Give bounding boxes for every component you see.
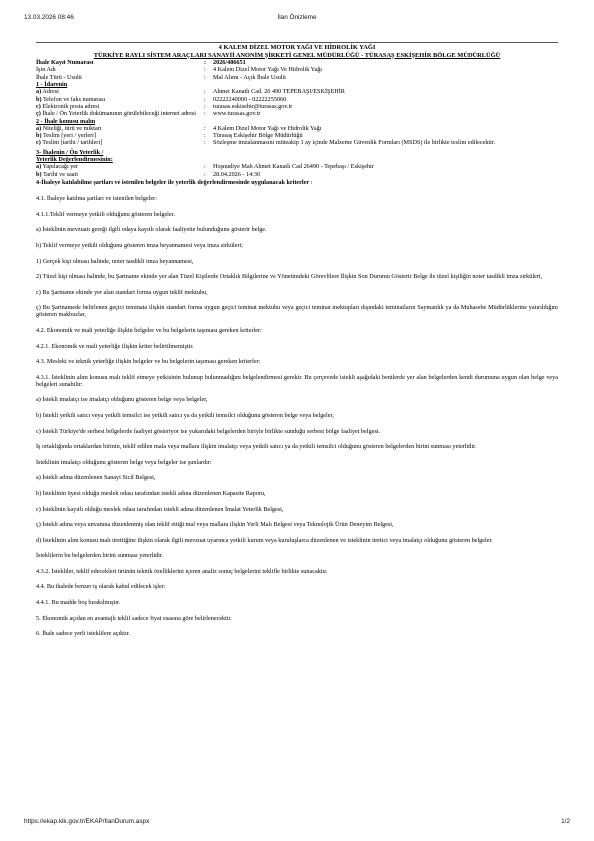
condition-paragraph: 4.1. İhaleye katılma şartları ve istenilen belgeler: <box>36 195 157 203</box>
item-letter: b) <box>36 132 42 140</box>
conditions-body <box>36 195 558 637</box>
print-page-title: İlan Önizleme <box>277 14 317 21</box>
condition-paragraph: c) İstekli Türkiye'de serbest bölgelerde faaliyet gösteriyor ise yukarıdaki belgelerden biriyle birlikte sunduğu serbest bölge faaliyet belgesi. <box>36 427 381 435</box>
organization-name: TÜRKİYE RAYLI SİSTEM ARAÇLARI SANAYİİ ANONİM ŞİRKETİ GENEL MÜDÜRLÜĞÜ - TÜRASAŞ ESKİŞEHİR BÖLGE MÜDÜRLÜĞÜ <box>93 51 501 59</box>
field-value: Hoşnudiye Mah Ahmet Kanatlı Cad 26490 - Tepebaşı / Eskişehir <box>213 163 374 171</box>
section-3-heading-line2: Yeterlik Değerlendirmesinin <box>36 156 111 164</box>
colon: : <box>204 73 206 81</box>
condition-paragraph: 4.2.1. Ekonomik ve mali yeterliğe ilişkin kriter belirtilmemiştir. <box>36 342 194 350</box>
email-row <box>36 103 558 110</box>
colon: : <box>204 59 207 67</box>
tender-registration-row <box>36 59 558 66</box>
browser-print-header <box>24 14 570 24</box>
label-text: Elektronik posta adresi <box>42 102 100 110</box>
condition-paragraph: İş ortaklığında ortaklardan birinin, teklif edilen mala veya mallara ilişkin imalatçı veya yetkili satıcı ya da yetkili temsilci olduğunu gösteren belgelerden birini sunması yeterlidir. <box>36 443 477 451</box>
item-letter: a) <box>36 88 42 96</box>
venue-row <box>36 163 558 170</box>
condition-paragraph: 1) Gerçek kişi olması halinde, noter tasdikli imza beyannamesi, <box>36 257 194 265</box>
section-4-heading <box>36 179 558 186</box>
phone-fax-value: 02222240000 - 02222255060 <box>213 95 287 103</box>
field-value: 4 Kalem Dizel Motor Yağı Ve Hidrolik Yağı <box>213 66 323 74</box>
tender-date-value: 28.04.2026 - 14:30 <box>213 170 261 178</box>
label-text: Adresi <box>42 88 59 96</box>
goods-description-row <box>36 125 558 132</box>
tender-date-row <box>36 171 558 178</box>
section-3-heading-line1: 3- İhalenin / Ön Yeterlik / <box>36 148 104 156</box>
field-label: İşin Adı <box>36 66 56 74</box>
condition-paragraph: b) İstekli yetkili satıcı veya yetkili temsilci ise yetkili satıcı ya da yetkili temsilci olduğunu gösteren belge veya belgeler, <box>36 411 334 419</box>
field-label <box>36 163 204 170</box>
label-text: Tarihi ve saati <box>42 170 78 178</box>
colon: : <box>110 156 113 164</box>
condition-paragraph: 4.3. Mesleki ve teknik yeterliğe ilişkin belgeler ve bu belgelerin taşıması gereken kriterler: <box>36 358 261 366</box>
browser-print-footer <box>24 818 570 828</box>
label-text: Yapılacağı yer <box>42 163 79 171</box>
condition-paragraph: 4.1.1.Teklif vermeye yetkili olduğunu gösteren belgeler. <box>36 210 175 218</box>
job-name-row <box>36 66 558 73</box>
item-letter: a) <box>36 163 42 171</box>
field-label: İhale Kayıt Numarası <box>36 59 94 67</box>
print-url: https://ekap.kik.gov.tr/EKAP/IlanDurum.aspx <box>24 818 150 825</box>
item-letter: b) <box>36 170 42 178</box>
field-value: Mal Alımı - Açık İhale Usulü <box>213 73 286 81</box>
phone-fax-row <box>36 96 558 103</box>
condition-paragraph: a) İstekli imalatçı ise imalatçı olduğunu gösteren belge veya belgeler, <box>36 396 208 404</box>
condition-paragraph: b) İsteklinin üyesi olduğu meslek odası tarafından istekli adına düzenlenen Kapasite Raporu, <box>36 489 266 497</box>
announcement-document <box>36 42 558 637</box>
top-divider <box>36 42 558 43</box>
condition-paragraph: İsteklinin imalatçı olduğunu gösteren belge veya belgeler ise şunlardır: <box>36 458 212 466</box>
email-value: turasas.eskisehir@turasas.gov.tr <box>213 102 293 110</box>
condition-paragraph: ç) Bu Şartnamede belirlenen geçici teminata ilişkin standart forma uygun geçici teminat mektubu veya geçici teminat mektupları dışındaki teminatların Saymanlık ya da Muhasebe Müdürlüklerine yatırıldığını gösteren makbuzlar, <box>36 304 558 319</box>
field-label <box>36 132 204 139</box>
condition-paragraph: c) Bu Şartname ekinde yer alan standart forma uygun teklif mektubu, <box>36 288 208 296</box>
colon: : <box>204 95 206 103</box>
condition-paragraph: 6. İhale sadece yerli isteklilere açıktır. <box>36 630 130 638</box>
condition-paragraph: b) Teklif vermeye yetkili olduğunu gösteren imza beyannamesi veya imza sirküleri; <box>36 242 244 250</box>
colon: : <box>204 102 206 110</box>
condition-paragraph: 4.4. Bu ihalede benzer iş olarak kabul edilecek işler: <box>36 583 166 591</box>
item-letter: b) <box>36 95 42 103</box>
address-value: Ahmet Kanatlı Cad. 26 490 TEPEBAŞI/ESKİŞEHİR <box>213 88 345 96</box>
item-letter: a) <box>36 124 42 132</box>
label-text: Telefon ve faks numarası <box>42 95 106 103</box>
condition-paragraph: ç) İstekli adına veya unvanına düzenlenmiş olan teklif ettiği mal veya mallara ilişkin Yerli Malı Belgesi veya Teknolojik Ürün Deneyim Belgesi, <box>36 521 394 529</box>
field-value: Türasaş Eskişehir Bölge Müdürlüğü <box>213 132 303 140</box>
condition-paragraph: 4.3.2. İstekliler, teklif edecekleri ürünün teknik özelliklerini içeren analiz sonuç belgelerini teklifle birlikte sunacaktır. <box>36 567 328 575</box>
item-letter: c) <box>36 139 41 147</box>
tender-type-row <box>36 74 558 81</box>
colon: : <box>204 139 206 147</box>
colon: : <box>310 178 313 186</box>
condition-paragraph: c) İsteklinin kayıtlı olduğu meslek odası tarafından istekli adına düzenlenen İmalat Yeterlik Belgesi, <box>36 505 284 513</box>
label-text: İhale / Ön Yeterlik dokümanının görülebileceği internet adresi <box>42 110 196 118</box>
colon: : <box>204 170 206 178</box>
field-label <box>36 139 204 146</box>
field-label <box>36 110 204 117</box>
section-4-heading-text: 4-İhaleye katılabilme şartları ve istenilen belgeler ile yeterlik değerlendirmesinde uygulanacak kriterler <box>36 178 310 186</box>
condition-paragraph: 4.2. Ekonomik ve mali yeterliğe ilişkin belgeler ve bu belgelerin taşıması gereken kriterler: <box>36 326 262 334</box>
label-text: Teslim [yeri / yerleri] <box>42 132 96 140</box>
field-label <box>36 171 204 178</box>
condition-paragraph: 4.4.1. Bu madde boş bırakılmıştır. <box>36 599 121 607</box>
field-label <box>36 103 204 110</box>
condition-paragraph: 4.3.1. İsteklinin alım konusu malı teklif etmeye yetkisinin bulunup bulunmadığını belgelendirmesi gerekir. Bu çerçevede istekli aşağıdaki bentlerde yer alan belgelerden kendi durumuna uygun olan belge veya belgeleri sunabilir: <box>36 373 558 388</box>
item-letter: ç) <box>36 110 41 118</box>
print-page-number: 1/2 <box>561 818 570 825</box>
colon: : <box>204 66 206 74</box>
field-value: Sözleşme imzalanmasını müteakip 1 ay içinde Malzeme Güvenlik Formları (MSDS) ile birlikte teslim edilecektir. <box>213 139 496 147</box>
section-3-heading <box>36 149 558 164</box>
tender-registration-number: 2026/486651 <box>213 59 246 67</box>
field-value: 4 Kalem Dizel Motor Yağı ve Hidrolik Yağı <box>213 124 322 132</box>
website-value: www.turasas.gov.tr <box>213 110 261 118</box>
colon: : <box>204 110 206 118</box>
section-2-heading: 2 - İhale konusu malın <box>36 117 96 125</box>
condition-paragraph: a) İstekli adına düzenlenen Sanayi Sicil Belgesi, <box>36 474 156 482</box>
print-datetime: 13.03.2026 08:46 <box>24 14 74 21</box>
condition-paragraph: 2) Tüzel kişi olması halinde, bu Şartname ekinde yer alan Tüzel Kişilerde Ortaklık Bilgilerine ve Yönetimdeki Görevlilere İlişkin Son Durumu Gösterir Belge ile tüzel kişiliğin noter tasdikli imza sirküleri, <box>36 273 543 281</box>
colon: : <box>204 88 206 96</box>
colon: : <box>204 163 206 171</box>
colon: : <box>204 124 206 132</box>
field-label <box>36 96 204 103</box>
field-label <box>36 125 204 132</box>
field-label <box>36 88 204 95</box>
field-label: İhale Türü - Usulü <box>36 73 82 81</box>
colon: : <box>204 132 206 140</box>
condition-paragraph: a) İsteklinin mevzuatı gereği ilgili odaya kayıtlı olarak faaliyette bulunduğunu gösterir belge. <box>36 226 267 234</box>
delivery-date-row <box>36 139 558 146</box>
condition-paragraph: d) İsteklinin alım konusu malı ürettiğine ilişkin olarak ilgili mevzuat uyarınca yetkili kurum veya kuruluşlarca düzenlenen ve isteklinin üretici veya imalatçı olduğunu gösteren belgeler. <box>36 536 493 544</box>
section-1-heading: 1 - İdarenin <box>36 81 68 89</box>
website-row <box>36 110 558 117</box>
delivery-place-row <box>36 132 558 139</box>
label-text: Niteliği, türü ve miktarı <box>42 124 102 132</box>
document-title: 4 KALEM DİZEL MOTOR YAĞI VE HİDROLİK YAĞI <box>218 44 376 51</box>
label-text: Teslim [tarihi / tarihleri] <box>42 139 103 147</box>
condition-paragraph: 5. Ekonomik açıdan en avantajlı teklif sadece fiyat esasına göre belirlenecektir. <box>36 614 232 622</box>
condition-paragraph: İsteklilerin bu belgelerden birini sunması yeterlidir. <box>36 552 164 560</box>
item-letter: c) <box>36 102 41 110</box>
address-row <box>36 88 558 95</box>
